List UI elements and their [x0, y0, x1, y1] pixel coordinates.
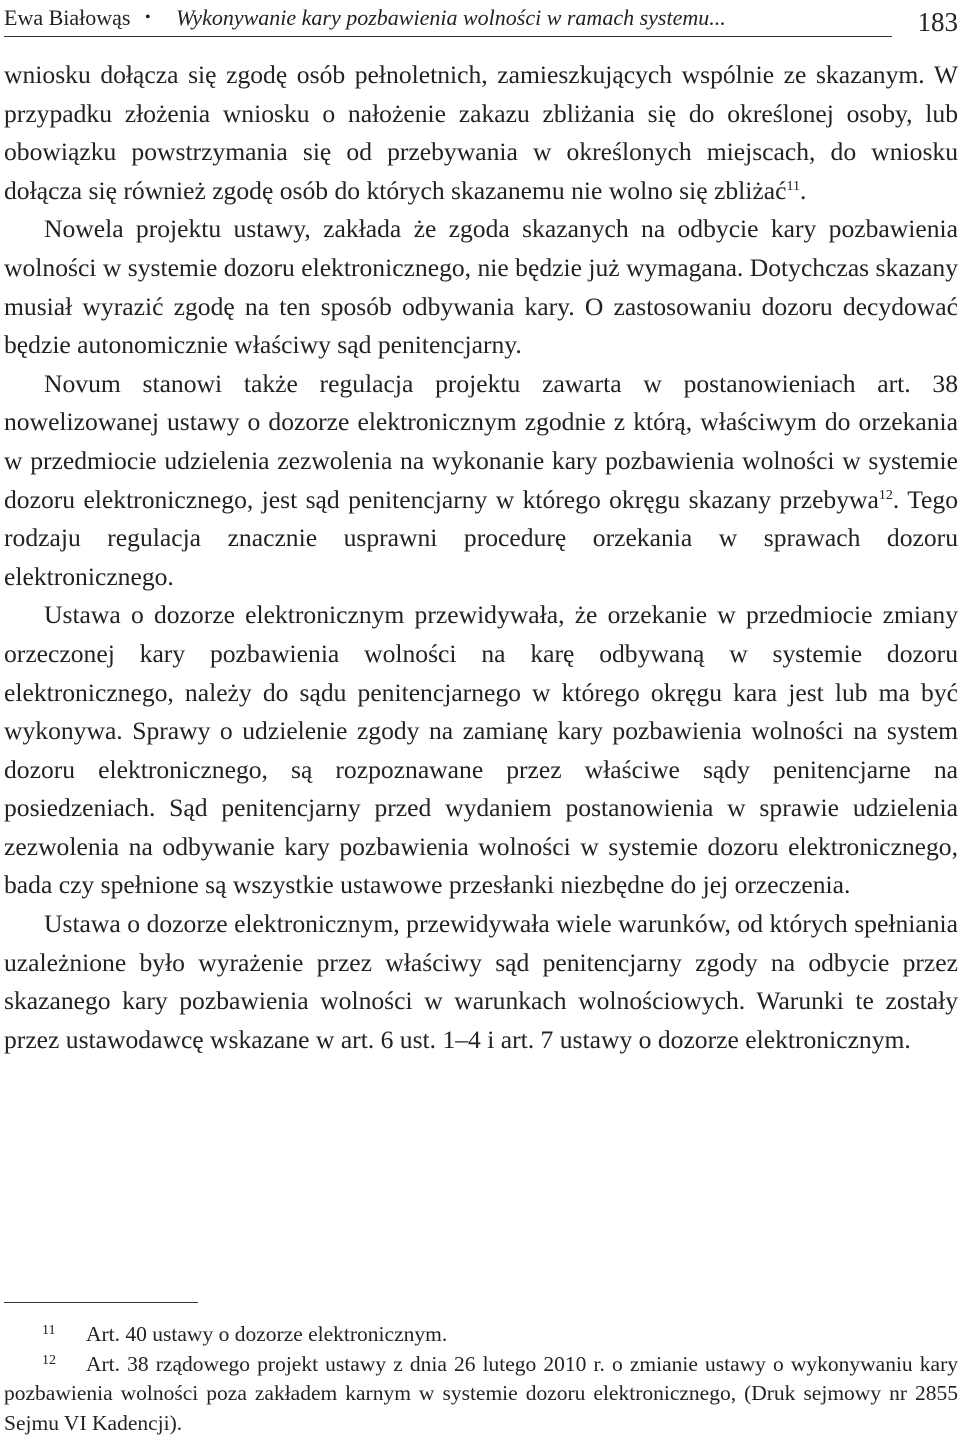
- paragraph-text: .: [799, 175, 807, 205]
- paragraph-text: wniosku dołącza się zgodę osób pełnoletnich, zamieszkujących wspólnie ze skazanym. W przypadku złożenia wniosku o nałożenie zakazu zbliżania się do określonej osoby, lub obowiązku powstrzymania się od przebywania w określonych miejscach, do wniosku dołącza się również zgodę osób do których skazanemu nie wolno się zbliżać: [4, 60, 958, 205]
- footnote-ref-12[interactable]: 12: [878, 487, 893, 503]
- header-separator: •: [145, 9, 151, 26]
- header-rule: [4, 36, 892, 37]
- paragraph-3: [4, 365, 958, 597]
- paragraph-2: [4, 210, 958, 364]
- footnotes: [4, 1320, 958, 1438]
- body-text: [4, 56, 958, 1059]
- paragraph-text: Novum stanowi także regulacja projektu zawarta w postanowieniach art. 38 nowelizowanej ustawy o dozorze elektronicznym zgodnie z którą, właściwym do orzekania w przedmiocie udzielenia zezwolenia na wykonanie kary pozbawienia wolności w systemie dozoru elektronicznego, jest sąd penitencjarny w którego okręgu skazany przebywa: [4, 368, 958, 514]
- footnote-text: Art. 40 ustawy o dozorze elektronicznym.: [86, 1322, 448, 1346]
- paragraph-text: Ustawa o dozorze elektronicznym, przewidywała wiele warunków, od których spełniania uzależnione było wyrażenie przez właściwy sąd penitencjarny zgody na odbycie przez skazanego kary pozbawienia wolności w warunkach wolnościowych. Warunki te zostały przez ustawodawcę wskazane w art. 6 ust. 1–4 i art. 7 ustawy o dozorze elektronicznym.: [4, 909, 958, 1054]
- footnote-11: 11 Art. 40 ustawy o dozorze elektronicznym.: [42, 1322, 448, 1346]
- paragraph-text: . Tego rodzaju regulacja znacznie usprawni procedurę orzekania w sprawach dozoru elektronicznego.: [4, 484, 958, 591]
- footnote-ref-11[interactable]: 11: [786, 178, 800, 194]
- paragraph-4: [4, 596, 958, 905]
- paragraph-1: [4, 56, 958, 210]
- paragraph-text: Ustawa o dozorze elektronicznym przewidywała, że orzekanie w przedmiocie zmiany orzeczonej kary pozbawienia wolności na karę odbywaną w systemie dozoru elektronicznego, należy do sądu penitencjarnego w którego okręgu kara jest lub ma być wykonywa. Sprawy o udzielenie zgody na zamianę kary pozbawienia wolności na system dozoru elektronicznego, są rozpoznawane przez właściwe sądy penitencjarne na posiedzeniach. Sąd penitencjarny przed wydaniem postanowienia w sprawie udzielenia zezwolenia na odbywanie kary pozbawienia wolności w systemie dozoru elektronicznego, bada czy spełnione są wszystkie ustawowe przesłanki niezbędne do jej orzeczenia.: [4, 600, 958, 900]
- paragraph-text: Nowela projektu ustawy, zakłada że zgoda skazanych na odbycie kary pozbawienia wolności w systemie dozoru elektronicznego, nie będzie już wymagana. Dotychczas skazany musiał wyrazić zgodę na ten sposób odbywania kary. O zastosowaniu dozoru decydować będzie autonomicznie właściwy sąd penitencjarny.: [4, 214, 958, 360]
- header-author: Ewa Białowąs: [4, 5, 131, 30]
- footnote-text: Art. 38 rządowego projekt ustawy z dnia 26 lutego 2010 r. o zmianie ustawy o wykonywaniu kary pozbawienia wolności poza zakładem karnym w systemie dozoru elektronicznego, (Druk sejmowy nr 2855 Sejmu VI Kadencji).: [4, 1351, 958, 1435]
- page-number: 183: [917, 7, 958, 37]
- footnote-rule: [4, 1302, 198, 1303]
- header-title: Wykonywanie kary pozbawienia wolności w ramach systemu...: [176, 5, 726, 30]
- running-header: [4, 2, 958, 38]
- footnote-12: 12 Art. 38 rządowego projekt ustawy z dnia 26 lutego 2010 r. o zmianie ustawy o wykonywaniu kary pozbawienia wolności poza zakładem karnym w systemie dozoru elektronicznego, (Druk sejmowy nr 2855 Sejmu VI Kadencji).: [4, 1351, 958, 1435]
- paragraph-5: [4, 905, 958, 1059]
